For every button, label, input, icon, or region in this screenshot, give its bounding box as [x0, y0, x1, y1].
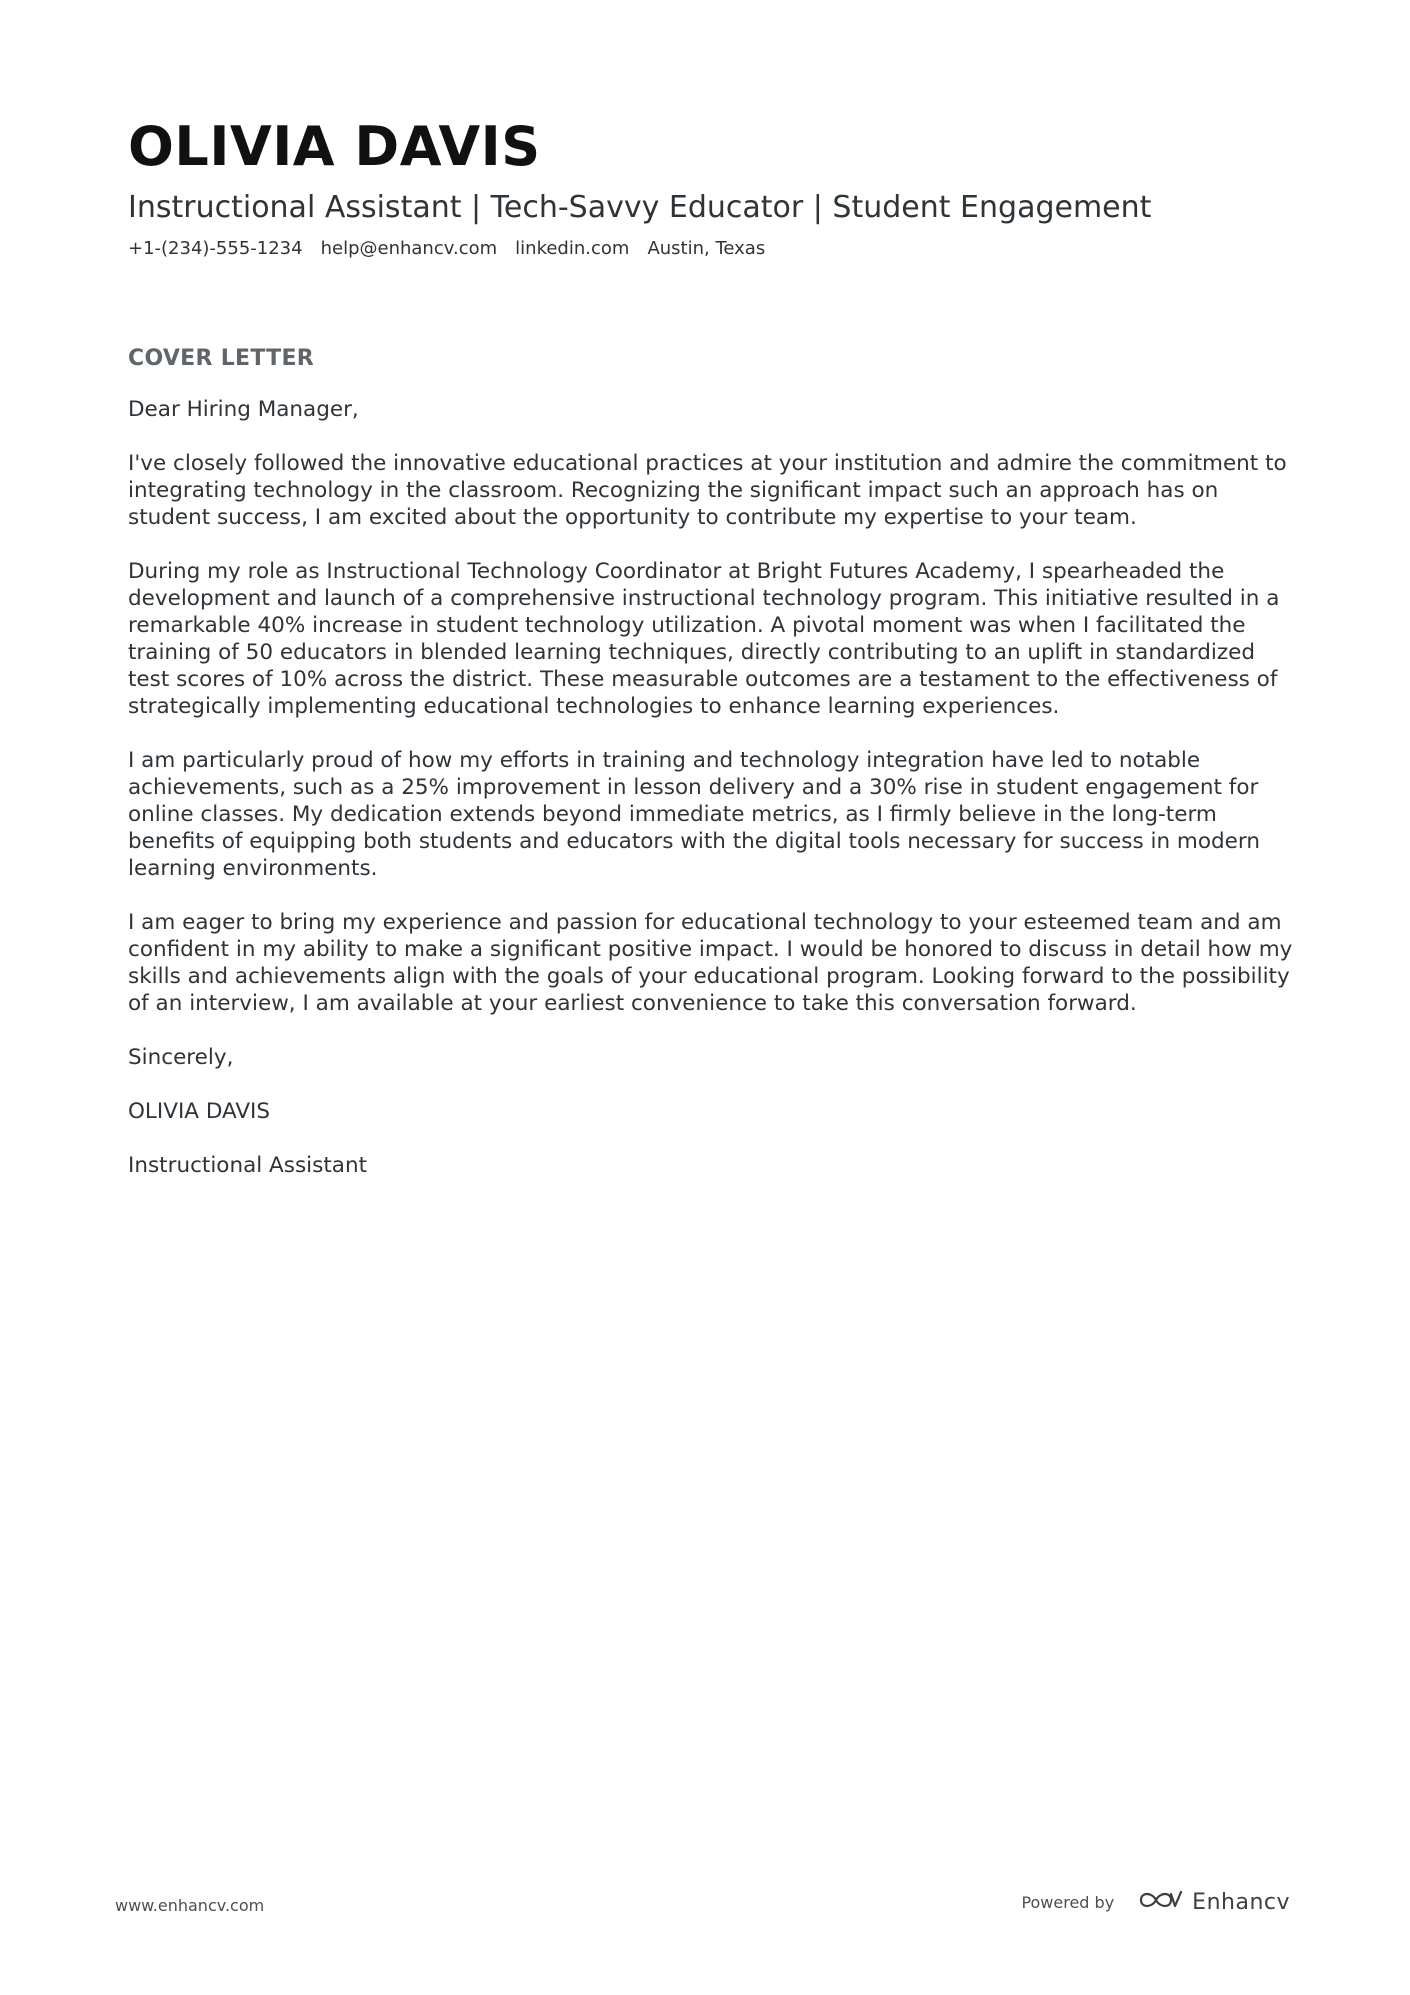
header: [128, 112, 1288, 262]
paragraph: I've closely followed the innovative educational practices at your institution and admire the commitment to integrating technology in the classroom. Recognizing the significant impact such an approach has on student success, I am excited about the opportunity to contribute my expertise to your team.: [128, 451, 1287, 530]
signature-name: OLIVIA DAVIS: [128, 1099, 271, 1124]
letter-body: [128, 344, 1298, 1206]
applicant-name: OLIVIA DAVIS: [128, 115, 541, 178]
paragraph: I am particularly proud of how my efforts in training and technology integration have led to notable achievements, such as a 25% improvement in lesson delivery and a 30% rise in student engagement for online classes. My dedication extends beyond immediate metrics, as I firmly believe in the long-term benefits of equipping both students and educators with the digital tools necessary for success in modern learning environments.: [128, 748, 1260, 881]
paragraph: I am eager to bring my experience and passion for educational technology to your esteemed team and am confident in my ability to make a significant positive impact. I would be honored to discuss in detail how my skills and achievements align with the goals of your educational program. Looking forward to the possibility of an interview, I am available at your earliest convenience to take this conversation forward.: [128, 910, 1293, 1016]
linkedin[interactable]: linkedin.com: [515, 238, 630, 259]
powered-by-label: Powered by: [1021, 1893, 1115, 1912]
location: Austin, Texas: [647, 238, 766, 259]
headline: Instructional Assistant | Tech-Savvy Educator | Student Engagement: [128, 190, 1152, 225]
footer-branding: [1021, 1888, 1290, 1917]
contact-info: [128, 236, 1288, 262]
paragraph: During my role as Instructional Technology Coordinator at Bright Futures Academy, I spearheaded the development and launch of a comprehensive instructional technology program. This initiative resulted in a remarkable 40% increase in student technology utilization. A pivotal moment was when I facilitated the training of 50 educators in blended learning techniques, directly contributing to an uplift in standardized test scores of 10% across the district. These measurable outcomes are a testament to the effectiveness of strategically implementing educational technologies to enhance learning experiences.: [128, 559, 1280, 719]
email[interactable]: help@enhancv.com: [320, 238, 498, 259]
greeting: Dear Hiring Manager,: [128, 397, 359, 422]
footer-website[interactable]: www.enhancv.com: [115, 1896, 265, 1915]
phone: +1-(234)-555-1234: [128, 238, 303, 259]
brand-name: Enhancv: [1192, 1890, 1290, 1915]
brand-link[interactable]: [1138, 1888, 1290, 1917]
signature-title: Instructional Assistant: [128, 1153, 367, 1178]
closing: Sincerely,: [128, 1045, 234, 1070]
enhancv-logo-icon: [1138, 1888, 1184, 1917]
section-title: COVER LETTER: [128, 346, 315, 371]
